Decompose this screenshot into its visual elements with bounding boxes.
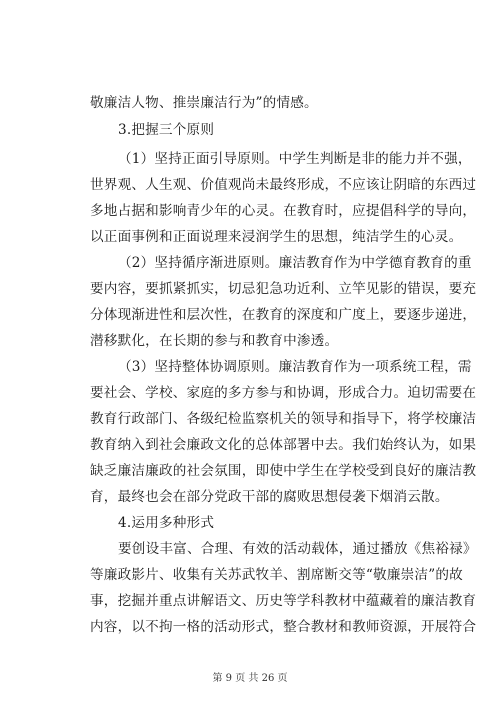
text-line: （2）坚持循序渐进原则。廉洁教育作为中学德育教育的重 xyxy=(118,255,472,271)
section-heading: 4.运用多种形式 xyxy=(118,515,215,531)
text-line: 世界观、人生观、价值观尚未最终形成，不应该让阴暗的东西过 xyxy=(90,177,477,193)
text-line: （3）坚持整体协调原则。廉洁教育作为一项系统工程，需 xyxy=(118,359,472,375)
text-line: 分体现渐进性和层次性，在教育的深度和广度上，要逐步递进， xyxy=(90,307,477,323)
text-line: 以正面事例和正面说理来浸润学生的思想，纯洁学生的心灵。 xyxy=(90,229,463,245)
text-line: 内容，以不拘一格的活动形式，整合教材和教师资源，开展符合 xyxy=(90,619,477,635)
section-heading: 3.把握三个原则 xyxy=(118,122,215,138)
text-line: 多地占据和影响青少年的心灵。在教育时，应提倡科学的导向， xyxy=(90,203,477,219)
text-line: 育，最终也会在部分党政干部的腐败思想侵袭下烟消云散。 xyxy=(90,489,449,505)
text-line: 要内容，要抓紧抓实，切忌犯急功近利、立竿见影的错误，要充 xyxy=(90,281,477,297)
text-line: （1）坚持正面引导原则。中学生判断是非的能力并不强， xyxy=(118,151,472,167)
text-line: 教育行政部门、各级纪检监察机关的领导和指导下，将学校廉洁 xyxy=(90,411,477,427)
text-line: 教育纳入到社会廉政文化的总体部署中去。我们始终认为，如果 xyxy=(90,437,477,453)
text-line: 要创设丰富、合理、有效的活动载体，通过播放《焦裕禄》 xyxy=(118,541,477,557)
text-line: 等廉政影片、收集有关苏武牧羊、割席断交等“敬廉崇洁”的故 xyxy=(90,567,463,583)
text-line: 潜移默化，在长期的参与和教育中渗透。 xyxy=(90,333,339,349)
text-line: 缺乏廉洁廉政的社会氛围，即使中学生在学校受到良好的廉洁教 xyxy=(90,463,477,479)
text-line: 敬廉洁人物、推崇廉洁行为”的情感。 xyxy=(90,95,318,111)
text-line: 事，挖掘并重点讲解语文、历史等学科教材中蕴藏着的廉洁教育 xyxy=(90,593,477,609)
page-footer: 第 9 页 共 26 页 xyxy=(212,673,288,684)
text-line: 要社会、学校、家庭的多方参与和协调，形成合力。迫切需要在 xyxy=(90,385,477,401)
